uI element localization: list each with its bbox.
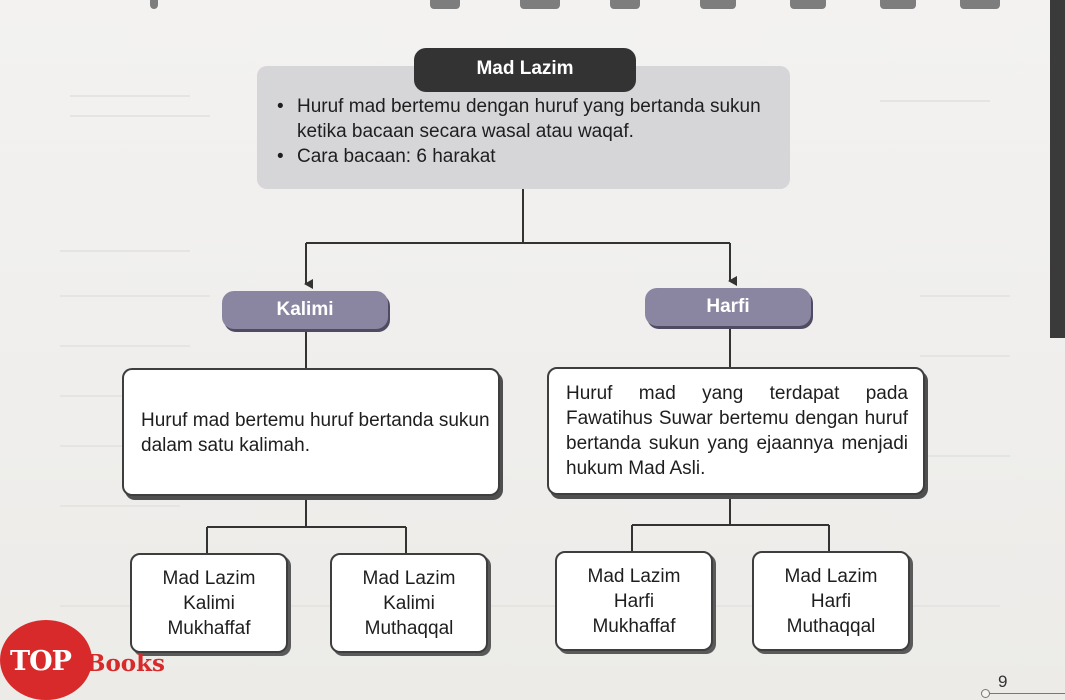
page-number-dot [981, 689, 990, 698]
page-number-rule [985, 693, 1065, 694]
topbooks-logo [0, 618, 190, 700]
leaf-line: Kalimi [383, 592, 435, 614]
leaf-line: Mukhaffaf [167, 617, 251, 639]
leaf-line: Mad Lazim [362, 567, 456, 589]
leaf-line: Muthaqqal [786, 615, 876, 637]
harfi-title: Harfi [645, 288, 811, 326]
kalimi-title: Kalimi [222, 291, 388, 329]
leaf-line: Mad Lazim [587, 565, 681, 587]
leaf-harfi-muthaqqal [752, 551, 910, 651]
leaf-line: Mad Lazim [784, 565, 878, 587]
harfi-description-box [547, 367, 925, 495]
logo-text-books: Books [86, 650, 166, 677]
mad-lazim-title: Mad Lazim [414, 48, 636, 92]
definition-bullet: • Huruf mad bertemu dengan huruf yang bertanda sukun ketika bacaan secara wasal atau waqaf. [271, 94, 786, 144]
kalimi-description-box [122, 368, 500, 496]
page-number: 9 [998, 672, 1008, 691]
leaf-line: Mukhaffaf [592, 615, 676, 637]
leaf-line: Harfi [810, 590, 852, 612]
harfi-description: Huruf mad yang terdapat pada Fawatihus Suwar bertemu dengan huruf bertanda sukun yang ejaannya menjadi hukum Mad Asli. [566, 383, 908, 479]
leaf-harfi-mukhaffaf [555, 551, 713, 651]
definition-list [271, 94, 786, 169]
definition-bullet: • Cara bacaan: 6 harakat [271, 144, 786, 169]
logo-text-top: TOP [10, 646, 71, 677]
kalimi-description: Huruf mad bertemu huruf bertanda sukun dalam satu kalimah. [141, 410, 490, 456]
leaf-line: Muthaqqal [364, 617, 454, 639]
leaf-line: Harfi [613, 590, 655, 612]
leaf-line: Kalimi [183, 592, 235, 614]
leaf-kalimi-muthaqqal [330, 553, 488, 653]
leaf-line: Mad Lazim [162, 567, 256, 589]
